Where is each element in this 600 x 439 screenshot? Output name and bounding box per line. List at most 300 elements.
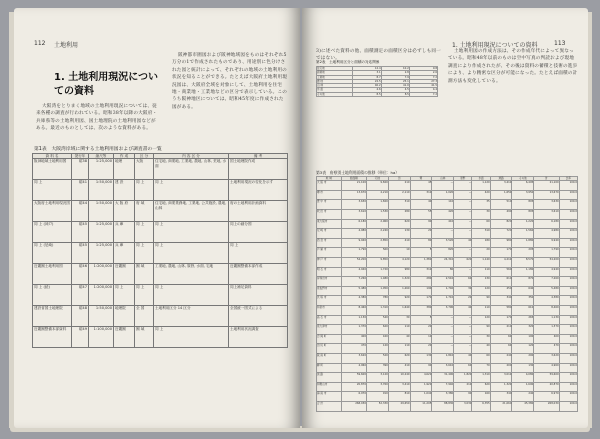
table-row bbox=[317, 296, 578, 306]
table-cell: 280 bbox=[410, 277, 432, 287]
table-cell: 5 bbox=[410, 248, 432, 258]
table-cell: 3,380 bbox=[432, 392, 454, 402]
table-cell: 810 bbox=[388, 392, 410, 402]
table-cell: 820 bbox=[490, 219, 512, 229]
table-cell: 310 bbox=[388, 200, 410, 210]
table-cell: 田 尻 町 bbox=[317, 344, 342, 354]
table-row bbox=[33, 264, 288, 285]
table-cell: 100.0 bbox=[559, 181, 577, 191]
table-cell: 圏 域 bbox=[135, 327, 154, 348]
table-cell: 29,650 bbox=[388, 401, 410, 411]
table-row bbox=[317, 363, 578, 373]
table-cell: 90 bbox=[454, 392, 472, 402]
table-cell: 410 bbox=[388, 363, 410, 373]
table-cell: 土地利用区分 14 区分 bbox=[154, 306, 229, 327]
table-cell: 265 bbox=[512, 315, 534, 325]
table-cell: 30 bbox=[388, 315, 410, 325]
table-cell: 9,940 bbox=[534, 238, 559, 248]
table-header-cell: 原野 bbox=[454, 177, 472, 181]
small-table-caption: 第2表 土地利用区分と面積の対応関係 bbox=[316, 60, 380, 64]
table-cell: 6,355 bbox=[472, 401, 490, 411]
table-header-cell: 水面 bbox=[472, 177, 490, 181]
land-use-table bbox=[316, 176, 578, 412]
table-cell: 同 上 bbox=[154, 222, 229, 243]
table-cell: 130 bbox=[388, 229, 410, 239]
table-header-cell: その他 bbox=[512, 177, 534, 181]
table-cell: 400 bbox=[534, 334, 559, 344]
table-cell: 100.0 bbox=[559, 200, 577, 210]
book-spread bbox=[6, 2, 594, 436]
table-cell: — bbox=[454, 210, 472, 220]
table-cell: 160 bbox=[472, 392, 490, 402]
table-cell: 1:100,000 bbox=[89, 327, 114, 348]
table-cell: — bbox=[454, 248, 472, 258]
table-cell: — bbox=[454, 334, 472, 344]
table-cell: 100.0 bbox=[559, 306, 577, 316]
table-cell: 22.5 bbox=[353, 79, 381, 83]
table-cell: 90 bbox=[472, 296, 490, 306]
table-cell: 1,380 bbox=[410, 258, 432, 268]
table-cell: 1,480 bbox=[366, 277, 388, 287]
intro-paragraph: 大阪湾をとりまく地域の土地利用現況については、従来各種の調査が行われている。昭和38年以降の大阪府・兵庫県等の土地利用図、国土地理院の土地利用図などがある。最近のものとしては、次のような資料がある。 bbox=[36, 104, 158, 132]
table-cell: 54,200 bbox=[534, 258, 559, 268]
table-cell: 1,370 bbox=[341, 325, 366, 335]
table-cell: 580 bbox=[490, 306, 512, 316]
table-cell: 340 bbox=[490, 392, 512, 402]
table-cell: 40.2 bbox=[353, 84, 381, 88]
table-cell: 13,670 bbox=[534, 190, 559, 200]
table-cell: 近畿圏整備本部資料 bbox=[33, 327, 72, 348]
table-cell: 同 上 bbox=[229, 243, 288, 264]
table-cell: 住宅地 bbox=[317, 67, 353, 71]
table-cell: 7,260 bbox=[534, 277, 559, 287]
table-cell: 7.9 bbox=[381, 75, 409, 79]
table-cell: — bbox=[454, 267, 472, 277]
table-cell: 310 bbox=[472, 229, 490, 239]
table-cell: 4,210 bbox=[490, 258, 512, 268]
table-cell: 阪神地域土地利用図 bbox=[33, 159, 72, 180]
table-cell: 4,210 bbox=[366, 190, 388, 200]
table-cell: 870 bbox=[512, 277, 534, 287]
table-cell: 9.8 bbox=[409, 67, 437, 71]
table-cell: 7,260 bbox=[341, 277, 366, 287]
table-cell: 堺 市 bbox=[317, 190, 342, 200]
table-cell: 720 bbox=[490, 229, 512, 239]
table-cell: 1,720 bbox=[366, 267, 388, 277]
table-cell: 90 bbox=[410, 363, 432, 373]
table-cell: 4,380 bbox=[534, 296, 559, 306]
table-cell: 55 bbox=[410, 210, 432, 220]
table-cell: 31,400 bbox=[432, 373, 454, 383]
table-cell: 住宅地, 商業地, 工業地, 農地, 山林, 荒地, 水面 bbox=[154, 159, 229, 180]
table-row bbox=[317, 92, 438, 96]
table-cell: 820 bbox=[432, 248, 454, 258]
table-cell: 920 bbox=[388, 296, 410, 306]
table-cell: 1,530 bbox=[366, 210, 388, 220]
table-cell: 490 bbox=[490, 210, 512, 220]
running-head: 1. 土地利用現況についての資料 bbox=[452, 42, 538, 49]
table-row bbox=[317, 248, 578, 258]
table-cell: 110 bbox=[388, 344, 410, 354]
table-cell: 11,205 bbox=[410, 401, 432, 411]
table-cell: — bbox=[432, 181, 454, 191]
table-cell: 390 bbox=[366, 363, 388, 373]
table-cell: 100.0 bbox=[559, 325, 577, 335]
table-cell: 9,820 bbox=[366, 181, 388, 191]
table-cell: 2,960 bbox=[366, 219, 388, 229]
table-cell: 9,940 bbox=[341, 238, 366, 248]
table-cell: 420 bbox=[472, 190, 490, 200]
table-cell: 910 bbox=[366, 392, 388, 402]
table-cell: 西 宮 市 bbox=[317, 238, 342, 248]
table-cell: 8.5 bbox=[353, 92, 381, 96]
table-cell: 12.4 bbox=[353, 67, 381, 71]
table-cell: 兵 庫 bbox=[114, 222, 135, 243]
table-cell: 1:25,000 bbox=[89, 243, 114, 264]
table-cell: 410 bbox=[432, 219, 454, 229]
table-cell: 4,120 bbox=[388, 258, 410, 268]
table-row bbox=[33, 180, 288, 201]
table-cell: 豊 中 市 bbox=[317, 200, 342, 210]
table-cell: 全国統一図式による bbox=[229, 306, 288, 327]
table-row bbox=[317, 382, 578, 392]
table-cell: 3,790 bbox=[432, 306, 454, 316]
table-cell: 3,620 bbox=[341, 353, 366, 363]
table-cell: 4,080 bbox=[512, 373, 534, 383]
table-cell: 60 bbox=[454, 363, 472, 373]
table-cell: 1:50,000 bbox=[89, 201, 114, 222]
table-cell: 同 上 bbox=[135, 222, 154, 243]
body-paragraph: 阪神都市圏図および阪神地域図をものはそれぞれ5万分の1で作成されたものであり、用途別に色分けされた図と統計によって、それぞれの地域の土地利用の状況を知ることができる。たとえば大阪府土地利用現況図は、大阪府全域を対象にして、土地利用を住宅地・商業地・工業地などの区分で表示している。このうち阪神地区については、昭和45年度に作成された図がある。 bbox=[172, 53, 288, 110]
table-cell: 泉大津市 bbox=[317, 325, 342, 335]
table-header-cell: 内 容 区 分 bbox=[154, 154, 229, 159]
table-cell: 7,940 bbox=[432, 382, 454, 392]
table-cell: 35 bbox=[472, 200, 490, 210]
table-cell: 昭47 bbox=[72, 285, 89, 306]
table-cell: 120 bbox=[472, 286, 490, 296]
table-cell: 620 bbox=[366, 325, 388, 335]
table-cell: 昭45 bbox=[72, 222, 89, 243]
table-cell: 昭38 bbox=[72, 159, 89, 180]
table-header-cell: 宅地 bbox=[366, 177, 388, 181]
table-cell: 同 上 bbox=[154, 180, 229, 201]
table-cell: 450 bbox=[490, 286, 512, 296]
table-row bbox=[317, 229, 578, 239]
table-cell: 30 bbox=[472, 334, 490, 344]
table-cell: 4.6 bbox=[353, 88, 381, 92]
table-cell: 1,370 bbox=[534, 325, 559, 335]
table-row bbox=[317, 200, 578, 210]
table-cell: 70 bbox=[472, 363, 490, 373]
table-cell: 4.5 bbox=[381, 88, 409, 92]
table-cell: 170 bbox=[490, 315, 512, 325]
table-cell: 110 bbox=[432, 200, 454, 210]
table-cell: 6,970 bbox=[534, 392, 559, 402]
table-cell: 1,790 bbox=[341, 248, 366, 258]
table-row bbox=[317, 353, 578, 363]
table-cell: 圏 域 bbox=[135, 264, 154, 285]
table-header-cell: 作 成 bbox=[114, 154, 135, 159]
table-cell: 6,180 bbox=[341, 219, 366, 229]
table-cell: — bbox=[432, 315, 454, 325]
table-header-cell: 畑 bbox=[410, 177, 432, 181]
table-cell: 同 上 bbox=[114, 285, 135, 306]
table-row bbox=[317, 238, 578, 248]
table-cell: 88,830 bbox=[432, 401, 454, 411]
table-cell: 310 bbox=[410, 267, 432, 277]
table-cell: 21,100 bbox=[534, 181, 559, 191]
table-cell: 20 bbox=[472, 248, 490, 258]
table-cell: 5 bbox=[410, 315, 432, 325]
table-cell: 10 bbox=[410, 334, 432, 344]
table-row bbox=[33, 159, 288, 180]
table-cell: 1,130 bbox=[341, 315, 366, 325]
table-row bbox=[317, 315, 578, 325]
table-cell: 1,320 bbox=[388, 277, 410, 287]
table-cell: 100.0 bbox=[559, 373, 577, 383]
table-cell: 560 bbox=[490, 267, 512, 277]
table-cell: 昭45 bbox=[72, 243, 89, 264]
table-row bbox=[317, 306, 578, 316]
table-cell: 420 bbox=[432, 210, 454, 220]
table-cell: — bbox=[454, 344, 472, 354]
table-cell: — bbox=[454, 219, 472, 229]
table-cell: 4,980 bbox=[534, 229, 559, 239]
table-cell: 昭44 bbox=[72, 201, 89, 222]
table-cell: 府の土地利用計画資料 bbox=[229, 201, 288, 222]
table-cell: 470 bbox=[534, 344, 559, 354]
table-row bbox=[317, 392, 578, 402]
table-row bbox=[317, 190, 578, 200]
table-cell: 同 上 (尼崎) bbox=[33, 243, 72, 264]
table-row bbox=[317, 210, 578, 220]
table-cell: 1,020 bbox=[432, 190, 454, 200]
table-cell: 60 bbox=[472, 219, 490, 229]
table-cell: 21,100 bbox=[341, 181, 366, 191]
table-cell: 980 bbox=[388, 267, 410, 277]
table-cell: 1,820 bbox=[454, 373, 472, 383]
table-cell: — bbox=[454, 229, 472, 239]
table-cell: 510 bbox=[490, 200, 512, 210]
table-cell: 80 bbox=[432, 267, 454, 277]
table-cell: 岸和田市 bbox=[317, 277, 342, 287]
table-cell: 同上補足資料 bbox=[229, 285, 288, 306]
table-cell: 昭49 bbox=[72, 327, 89, 348]
table-cell: 40 bbox=[410, 200, 432, 210]
table-cell: 淡 路 bbox=[317, 373, 342, 383]
table-cell: 1,050 bbox=[366, 286, 388, 296]
table-row bbox=[317, 219, 578, 229]
table-cell: 山 林 bbox=[317, 84, 353, 88]
table-row bbox=[33, 222, 288, 243]
table-cell: 190 bbox=[410, 286, 432, 296]
table-cell: 200 bbox=[490, 363, 512, 373]
table-cell: 20 bbox=[410, 325, 432, 335]
table-cell: 4,960 bbox=[341, 363, 366, 373]
table-cell: 80 bbox=[410, 238, 432, 248]
materials-table bbox=[32, 153, 288, 348]
table-cell: 土地利用状況調査 bbox=[229, 327, 288, 348]
table-row bbox=[317, 277, 578, 287]
table-cell: 100.0 bbox=[559, 401, 577, 411]
table-cell: 水 面 bbox=[317, 88, 353, 92]
table-cell: 阪 南 町 bbox=[317, 353, 342, 363]
table-cell: 620 bbox=[388, 353, 410, 363]
table-cell: 6,180 bbox=[534, 219, 559, 229]
table-header-cell: 縮尺等 bbox=[89, 154, 114, 159]
table-cell: 25.1 bbox=[381, 79, 409, 83]
table-cell: — bbox=[454, 200, 472, 210]
table-cell: 1:200,000 bbox=[89, 264, 114, 285]
table-cell: 100.0 bbox=[559, 382, 577, 392]
table-row bbox=[33, 243, 288, 264]
table-cell: 1,820 bbox=[366, 200, 388, 210]
table-cell: 40 bbox=[472, 344, 490, 354]
table-cell: 90 bbox=[410, 219, 432, 229]
table-cell: 20,870 bbox=[534, 382, 559, 392]
table-cell: 268,030 bbox=[534, 401, 559, 411]
table-cell: 近畿圏土地利用図 bbox=[33, 264, 72, 285]
table-cell: 21,060 bbox=[490, 401, 512, 411]
table-cell: 1,810 bbox=[432, 353, 454, 363]
table-cell: 4,620 bbox=[410, 373, 432, 383]
table-cell: 610 bbox=[512, 306, 534, 316]
table-cell: 同 上 bbox=[154, 243, 229, 264]
table-cell: 130 bbox=[512, 363, 534, 373]
table-cell: 210 bbox=[454, 382, 472, 392]
table-cell: 10 bbox=[388, 248, 410, 258]
table-cell: 110 bbox=[388, 325, 410, 335]
table-cell: 120 bbox=[366, 344, 388, 354]
table-cell: 805 bbox=[512, 200, 534, 210]
table-cell: 60 bbox=[472, 353, 490, 363]
table-cell: 110 bbox=[472, 306, 490, 316]
table-cell: 3,630 bbox=[341, 200, 366, 210]
table-cell: 同 上 bbox=[154, 285, 229, 306]
table-cell: 1,140 bbox=[472, 258, 490, 268]
table-cell: 30 bbox=[454, 286, 472, 296]
table-cell: 20 bbox=[454, 296, 472, 306]
table-cell: 60 bbox=[490, 334, 512, 344]
table-cell: 130 bbox=[410, 353, 432, 363]
table-cell: 620 bbox=[388, 219, 410, 229]
table-cell: 1,120 bbox=[472, 181, 490, 191]
table-cell: 980 bbox=[490, 238, 512, 248]
table-cell: 470 bbox=[341, 344, 366, 354]
table-cell: 2,510 bbox=[432, 277, 454, 287]
table-cell: 2.8 bbox=[381, 71, 409, 75]
table-cell: 40 bbox=[454, 238, 472, 248]
table-cell: — bbox=[432, 325, 454, 335]
table-cell: 商業地 bbox=[317, 71, 353, 75]
table-cell: 3,950 bbox=[512, 190, 534, 200]
table-cell: 100.0 bbox=[559, 238, 577, 248]
table-cell: 1:50,000 bbox=[89, 180, 114, 201]
table-cell: 520 bbox=[366, 353, 388, 363]
table-header-cell: 地 域 bbox=[317, 177, 342, 181]
table-cell: — bbox=[432, 229, 454, 239]
table-row bbox=[317, 344, 578, 354]
table-cell: 120 bbox=[512, 344, 534, 354]
table-cell: 5,480 bbox=[341, 286, 366, 296]
table-cell: 3,410 bbox=[490, 181, 512, 191]
table-cell: 100.0 bbox=[559, 334, 577, 344]
table-cell: 3,760 bbox=[366, 382, 388, 392]
table-cell: 1:25,000 bbox=[89, 159, 114, 180]
table-cell: 350 bbox=[512, 296, 534, 306]
table-cell: 海 南 市 bbox=[317, 392, 342, 402]
table-cell: 41.5 bbox=[409, 84, 437, 88]
table-cell: 4,380 bbox=[341, 296, 366, 306]
table-cell: 3,610 bbox=[432, 363, 454, 373]
table-cell: 13,670 bbox=[341, 190, 366, 200]
table-cell: 560 bbox=[366, 248, 388, 258]
table-cell: 205 bbox=[512, 248, 534, 258]
table-cell: 8.7 bbox=[353, 75, 381, 79]
table-cell: 1,310 bbox=[472, 373, 490, 383]
table-cell: 59,600 bbox=[534, 373, 559, 383]
table-cell: 地理院 bbox=[114, 306, 135, 327]
table-cell: 明 石 市 bbox=[317, 267, 342, 277]
table-cell: 130 bbox=[472, 277, 490, 287]
table-cell: 5,480 bbox=[534, 286, 559, 296]
table-cell: 620 bbox=[472, 382, 490, 392]
table-cell: — bbox=[454, 325, 472, 335]
table-cell: 1,180 bbox=[512, 267, 534, 277]
table-header-cell: 区 分 bbox=[135, 154, 154, 159]
table-cell: 8,460 bbox=[341, 306, 366, 316]
table-cell: 3,410 bbox=[388, 382, 410, 392]
table-row bbox=[317, 373, 578, 383]
table-cell: 30 bbox=[472, 210, 490, 220]
table-cell: 540 bbox=[366, 315, 388, 325]
table-cell: 45 bbox=[410, 181, 432, 191]
table-header-cell: 発行年 bbox=[72, 154, 89, 159]
table-cell: 全 国 bbox=[135, 306, 154, 327]
table-cell: 4.4 bbox=[409, 88, 437, 92]
table-header-cell: 道路 bbox=[490, 177, 512, 181]
table-cell: — bbox=[432, 344, 454, 354]
table-cell: 近畿圏 bbox=[114, 264, 135, 285]
table-cell: 170 bbox=[410, 296, 432, 306]
table-cell: 27.3 bbox=[409, 79, 437, 83]
table-cell: 100.0 bbox=[559, 363, 577, 373]
table-cell: 1:25,000 bbox=[89, 222, 114, 243]
table-cell: 100.0 bbox=[559, 229, 577, 239]
table-cell: — bbox=[454, 181, 472, 191]
table-cell: 170 bbox=[490, 248, 512, 258]
table-row bbox=[33, 306, 288, 327]
table-cell: 1,650 bbox=[490, 190, 512, 200]
table-cell: 100.0 bbox=[559, 248, 577, 258]
table-row bbox=[317, 267, 578, 277]
table-cell: 3,010 bbox=[490, 373, 512, 383]
table-cell: 和歌山市 bbox=[317, 382, 342, 392]
table-cell: 7.2 bbox=[409, 75, 437, 79]
table-cell: 同上の細分図 bbox=[229, 222, 288, 243]
table-cell: 20 bbox=[410, 344, 432, 354]
table-cell: 3,610 bbox=[341, 210, 366, 220]
table-cell: その他 bbox=[317, 92, 353, 96]
table-cell: 805 bbox=[512, 210, 534, 220]
table-cell: 100.0 bbox=[559, 219, 577, 229]
table-cell: 240 bbox=[512, 392, 534, 402]
table-cell: 府 域 bbox=[135, 201, 154, 222]
table-cell: 1,320 bbox=[490, 382, 512, 392]
table-cell: 7.2 bbox=[409, 92, 437, 96]
table-cell: 土地利用現況の変化を示す bbox=[229, 180, 288, 201]
left-page bbox=[14, 8, 300, 428]
